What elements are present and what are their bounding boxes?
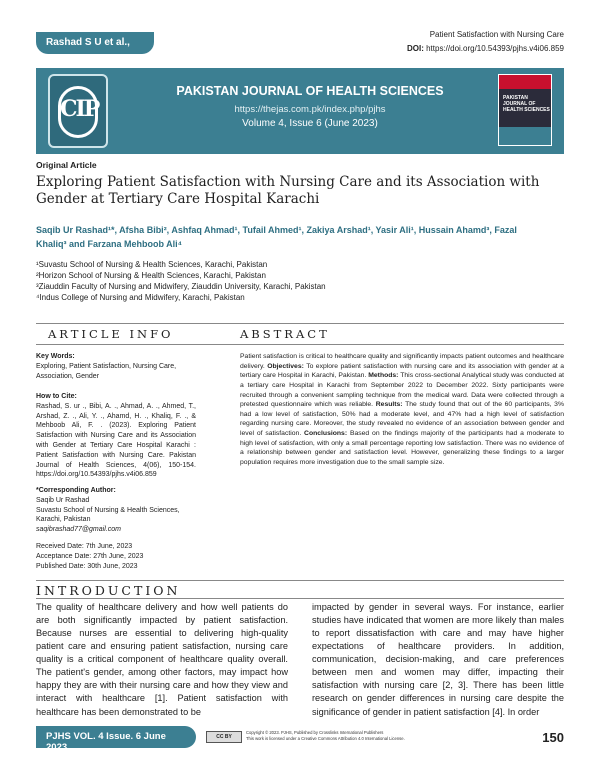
article-type: Original Article bbox=[36, 160, 97, 170]
doi-label: DOI: bbox=[406, 44, 424, 53]
footer-issue-tab: PJHS VOL. 4 Issue. 6 June 2023 bbox=[36, 726, 196, 748]
corr-email[interactable]: saqibrashad77@gmail.com bbox=[36, 526, 121, 534]
license-text bbox=[246, 730, 496, 741]
conclusions-label: Conclusions: bbox=[304, 430, 348, 438]
corr-label: *Corresponding Author: bbox=[36, 487, 116, 494]
affiliation-4: ⁴Indus College of Nursing and Midwifery, Karachi, Pakistan bbox=[36, 293, 245, 302]
article-info-heading: ARTICLE INFO bbox=[48, 327, 174, 341]
cover-title: PAKISTAN JOURNAL OF HEALTH SCIENCES bbox=[503, 95, 550, 113]
received-date: Received Date: 7th June, 2023 bbox=[36, 543, 133, 550]
intro-left-column: The quality of healthcare delivery and how well patients do are both significantly impacted by patient satisfaction. Because nurses are essential to delivering high-quality patient care and ensuring patient satisfaction, nursing care quality is a critical component of healthcare quality overall. The patient's gender, among other factors, may impact how happy they are with their nursing care and how they view and interact with healthcare [1]. Patient satisfaction with healthcare has been demonstrated to be bbox=[36, 602, 288, 717]
affiliation-1: ¹Suvastu School of Nursing & Health Sciences, Karachi, Pakistan bbox=[36, 260, 268, 269]
divider-bottom bbox=[36, 344, 564, 345]
journal-url[interactable]: https://thejas.com.pk/index.php/pjhs bbox=[234, 104, 386, 115]
introduction-heading: INTRODUCTION bbox=[36, 583, 181, 598]
results-text: The study found that out of the 60 participants, 3% had a low level of satisfaction, 50% had a moderate level, and 47% had a high level of satisfaction regarding nursing care. Moreover, the study revealed no evidence of an association between gender and level of satisfaction. bbox=[240, 401, 564, 438]
journal-title: PAKISTAN JOURNAL OF HEALTH SCIENCES bbox=[176, 84, 444, 98]
accepted-date: Acceptance Date: 27th June, 2023 bbox=[36, 552, 144, 560]
objectives-text: To explore patient satisfaction with nursing care and its association with gender at a tertiary care Hospital in Karachi, Pakistan. bbox=[240, 362, 564, 380]
cover-bottom bbox=[499, 127, 552, 146]
intro-right-column: impacted by gender in several ways. For instance, earlier studies have indicated that women are more likely than males to report dissatisfaction with care and may have higher expectations of healthcare providers. In addition, communication, decision-making, and care preferences between men and women may differ, impacting their satisfaction with nursing care [2, 3]. There has been little research on gender differences in nursing care despite the significance of gender in patient satisfaction [4]. In order bbox=[312, 602, 564, 717]
intro-divider-bottom bbox=[36, 598, 564, 599]
license-line-1: Copyright © 2023. PJHS, Published by Crosslinks International Publishers bbox=[246, 730, 384, 735]
corresponding-author-block bbox=[36, 486, 196, 535]
keywords-label: Key Words: bbox=[36, 353, 75, 360]
dates-block bbox=[36, 542, 196, 571]
doi-line bbox=[407, 44, 564, 53]
license-line-2[interactable]: This work is licensed under a Creative Commons Attribution 4.0 International License. bbox=[246, 735, 405, 741]
author-list bbox=[36, 224, 564, 251]
corr-name: Saqib Ur Rashad bbox=[36, 496, 90, 504]
objectives-label: Objectives: bbox=[267, 362, 304, 370]
running-title: Patient Satisfaction with Nursing Care bbox=[429, 30, 564, 39]
journal-logo-mark: CIP bbox=[60, 96, 99, 122]
corr-institution: Suvastu School of Nursing & Health Sciences, Karachi, Pakistan bbox=[36, 506, 180, 524]
cover-stripe bbox=[499, 75, 552, 89]
author-line-1: Saqib Ur Rashad¹*, Afsha Bibi², Ashfaq Ahmad¹, Tufail Ahmed¹, Zakiya Arshad¹, Yasir Ali¹, Hussain Ahamd³, Fazal bbox=[36, 225, 517, 235]
paper-title: Exploring Patient Satisfaction with Nursing Care and its Association with Gender at Tertiary Care Hospital Karachi bbox=[36, 174, 540, 207]
cc-license-icon[interactable]: CC BY bbox=[206, 731, 242, 743]
divider-top bbox=[36, 323, 564, 324]
cite-text: Rashad, S. ur ., Bibi, A. ., Ahmad, A. ., Ahmed, T., Arshad, Z. ., Ali, Y. ., Ahamd, H. ., Khaliq, F. ., & Mehboob Ali, F. . (2023). Exploring Patient Satisfaction with Nursing Care and its Association with Gender at Tertiary Care Hospital Karachi : Patient Satisfaction with Nursing Care. Pakistan Journal of Health Sciences, 4(06), 150-154. https://doi.org/10.54393/pjhs.v4i06.859 bbox=[36, 402, 196, 479]
page-number: 150 bbox=[542, 730, 564, 745]
methods-text: This cross-sectional Analytical study was conducted at a tertiary care Hospital in Karachi from September 2022 to December 2022. Sixty participants were recruited through a convenient sampling technique from the medical ward. Data were collected through a pretested questionnaire which was reliable. bbox=[240, 372, 564, 409]
author-line-2: Khaliq³ and Farzana Mehboob Ali⁴ bbox=[36, 238, 183, 249]
affiliation-2: ²Horizon School of Nursing & Health Sciences, Karachi, Pakistan bbox=[36, 271, 266, 280]
journal-cover-image bbox=[498, 74, 552, 146]
intro-divider-top bbox=[36, 580, 564, 581]
running-author-tab: Rashad S U et al., bbox=[36, 32, 154, 54]
published-date: Published Date: 30th June, 2023 bbox=[36, 562, 138, 570]
abstract-text bbox=[240, 352, 564, 468]
cite-label: How to Cite: bbox=[36, 393, 77, 400]
affiliation-3: ³Ziauddin Faculty of Nursing and Midwifery, Ziauddin University, Karachi, Pakistan bbox=[36, 282, 326, 291]
keywords-text: Exploring, Patient Satisfaction, Nursing Care, Association, Gender bbox=[36, 362, 177, 380]
how-to-cite-block bbox=[36, 392, 196, 480]
abstract-intro: Patient satisfaction is critical to healthcare quality and significantly impacts patient outcomes and healthcare delivery. bbox=[240, 353, 564, 370]
conclusions-text: Based on the findings majority of the participants had a moderate to high level of satisfaction, with only a small percentage reporting low satisfaction. There was no evidence of a relationship between gender and satisfaction level. However, generalizing these findings to a larger population requires more investigation due to the small sample size. bbox=[240, 430, 564, 467]
keywords-block bbox=[36, 352, 196, 381]
journal-volume: Volume 4, Issue 6 (June 2023) bbox=[242, 118, 378, 129]
methods-label: Methods: bbox=[368, 372, 399, 380]
abstract-heading: ABSTRACT bbox=[240, 327, 330, 341]
results-label: Results: bbox=[375, 401, 403, 409]
doi-link[interactable]: https://doi.org/10.54393/pjhs.v4i06.859 bbox=[426, 44, 564, 53]
